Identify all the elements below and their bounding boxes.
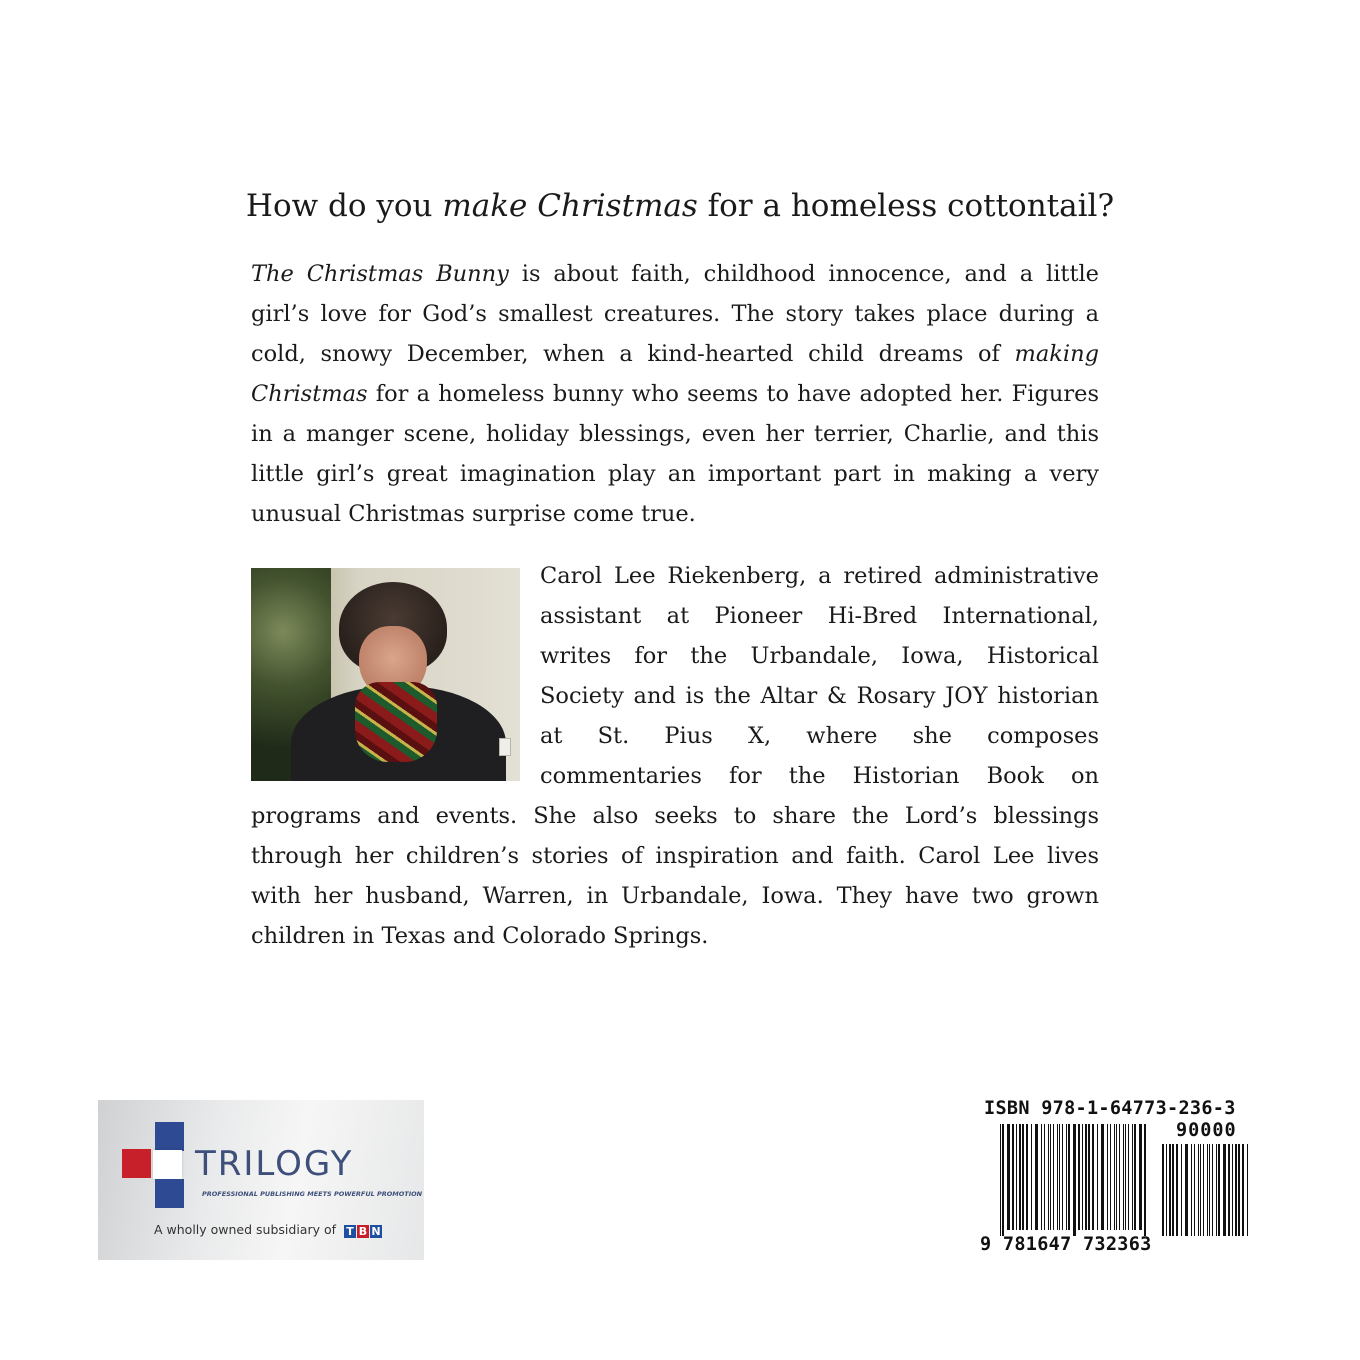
barcode-bar [1116,1124,1117,1230]
tbn-letter-t: T [344,1225,356,1238]
barcode-bar [1053,1124,1054,1230]
photo-scarf [355,682,437,762]
publisher-logo [98,1100,424,1260]
barcode-bar [1132,1124,1133,1230]
ean-number: 9 781647 732363 [980,1234,1152,1255]
barcode-bar [1044,1124,1045,1230]
headline-start: How do you [245,188,443,224]
book-title: The Christmas Bunny [251,261,509,287]
barcode-addon-bar [1247,1144,1248,1236]
isbn-label: ISBN 978-1-64773-236-3 [984,1098,1236,1119]
barcode-bar [1085,1124,1087,1230]
barcode-addon-bar [1166,1144,1167,1236]
barcode-bars [980,1098,1256,1238]
barcode-bar [1022,1124,1024,1230]
publisher-name: TRILOGY [195,1144,354,1184]
barcode-bar [1092,1124,1094,1230]
headline-end: for a homeless cottontail? [697,188,1115,224]
author-bio-text: Carol Lee Riekenberg, a retired administrative assistant at Pioneer Hi-Bred International, writes for the Urbandale, Iowa, Historical Society and is the Altar & Rosary JOY historian at St. Pius X, where she composes commentaries for the Historian Book on programs and events. She also seeks to share the Lord’s blessings through her children’s stories of inspiration and faith. Carol Lee lives with her husband, Warren, in Urbandale, Iowa. They have two grown children in Texas and Colorado Springs. [251,563,1099,949]
barcode-bar [1110,1124,1111,1230]
barcode-bar [1101,1124,1104,1230]
logo-blue-square-bottom [155,1179,184,1208]
headline-emphasis: make Christmas [442,188,698,224]
barcode-addon-bar [1232,1144,1233,1236]
headline [0,186,1360,226]
barcode-bar [1144,1124,1146,1236]
publisher-tagline: PROFESSIONAL PUBLISHING MEETS POWERFUL PROMOTION [202,1190,423,1198]
barcode-bar [1119,1124,1120,1230]
barcode-addon-bar [1209,1144,1210,1236]
barcode-bar [1050,1124,1051,1230]
synopsis-text-part-2: for a homeless bunny who seems to have adopted her. Figures in a manger scene, holiday blessings, even her terrier, Charlie, and this little girl’s great imagination play an important part in making a very unusual Christmas surprise come true. [251,381,1099,527]
barcode-addon-bar [1203,1144,1204,1236]
barcode-addon-bar [1216,1144,1217,1236]
barcode-addon-bar [1200,1144,1201,1236]
barcode-addon-bar [1235,1144,1237,1236]
logo-blue-square-top [155,1122,184,1151]
barcode-bar [1000,1124,1001,1236]
barcode-bar [1002,1124,1004,1236]
barcode-bar [1082,1124,1083,1230]
barcode-addon-bar [1242,1144,1244,1236]
barcode-bar [1035,1124,1038,1230]
isbn-barcode [980,1098,1256,1258]
subsidiary-text: A wholly owned subsidiary of [154,1222,337,1237]
barcode-bar [1066,1124,1067,1230]
tbn-letter-n: N [371,1225,381,1238]
barcode-addon-bar [1228,1144,1230,1236]
barcode-bar [1125,1124,1126,1230]
price-addon-code: 90000 [1176,1120,1237,1141]
synopsis-emphasis: making Christmas [251,341,1099,407]
barcode-addon-bar [1194,1144,1195,1236]
barcode-addon-bar [1223,1144,1226,1236]
logo-red-square [122,1149,151,1178]
barcode-bar [1059,1124,1060,1230]
barcode-bar [1007,1124,1010,1230]
publisher-subsidiary [154,1222,383,1238]
tbn-letter-b: B [358,1225,368,1238]
barcode-bar [1128,1124,1129,1230]
barcode-bar [1016,1124,1017,1230]
synopsis-text-part-1: is about faith, childhood innocence, and a little girl’s love for God’s smallest creatures. The story takes place during a cold, snowy December, when a kind-hearted child dreams of [251,261,1099,367]
barcode-bar [1114,1124,1115,1230]
photo-wall-outlet [499,738,511,756]
barcode-bar [1012,1124,1014,1230]
barcode-bar [1097,1124,1098,1230]
barcode-bar [1073,1124,1076,1236]
barcode-bar [1078,1124,1080,1230]
barcode-bar [1088,1124,1090,1230]
barcode-addon-bar [1207,1144,1208,1236]
barcode-bar [1062,1124,1063,1230]
tbn-logo [344,1223,383,1238]
barcode-addon-bar [1238,1144,1240,1236]
barcode-bar [1123,1124,1124,1230]
barcode-bar [1057,1124,1058,1230]
barcode-addon-bar [1212,1144,1213,1236]
barcode-addon-bar [1218,1144,1220,1236]
barcode-bar [1048,1124,1049,1230]
barcode-bar [1026,1124,1028,1230]
barcode-bar [1031,1124,1032,1230]
synopsis-paragraph [251,254,1099,534]
barcode-addon-bar [1172,1144,1174,1236]
barcode-addon-bar [1169,1144,1171,1236]
author-bio-section [251,556,1099,956]
barcode-bar [1134,1124,1136,1230]
barcode-bar [1068,1124,1070,1230]
barcode-bar [1107,1124,1108,1230]
barcode-addon-bar [1162,1144,1164,1236]
barcode-bar [1139,1124,1142,1230]
barcode-addon-bar [1181,1144,1182,1236]
logo-white-square [153,1150,182,1179]
barcode-bar [1041,1124,1042,1230]
barcode-bar [1019,1124,1021,1230]
barcode-addon-bar [1198,1144,1199,1236]
author-photo [251,568,520,781]
barcode-addon-bar [1185,1144,1188,1236]
barcode-addon-bar [1176,1144,1178,1236]
barcode-addon-bar [1191,1144,1192,1236]
